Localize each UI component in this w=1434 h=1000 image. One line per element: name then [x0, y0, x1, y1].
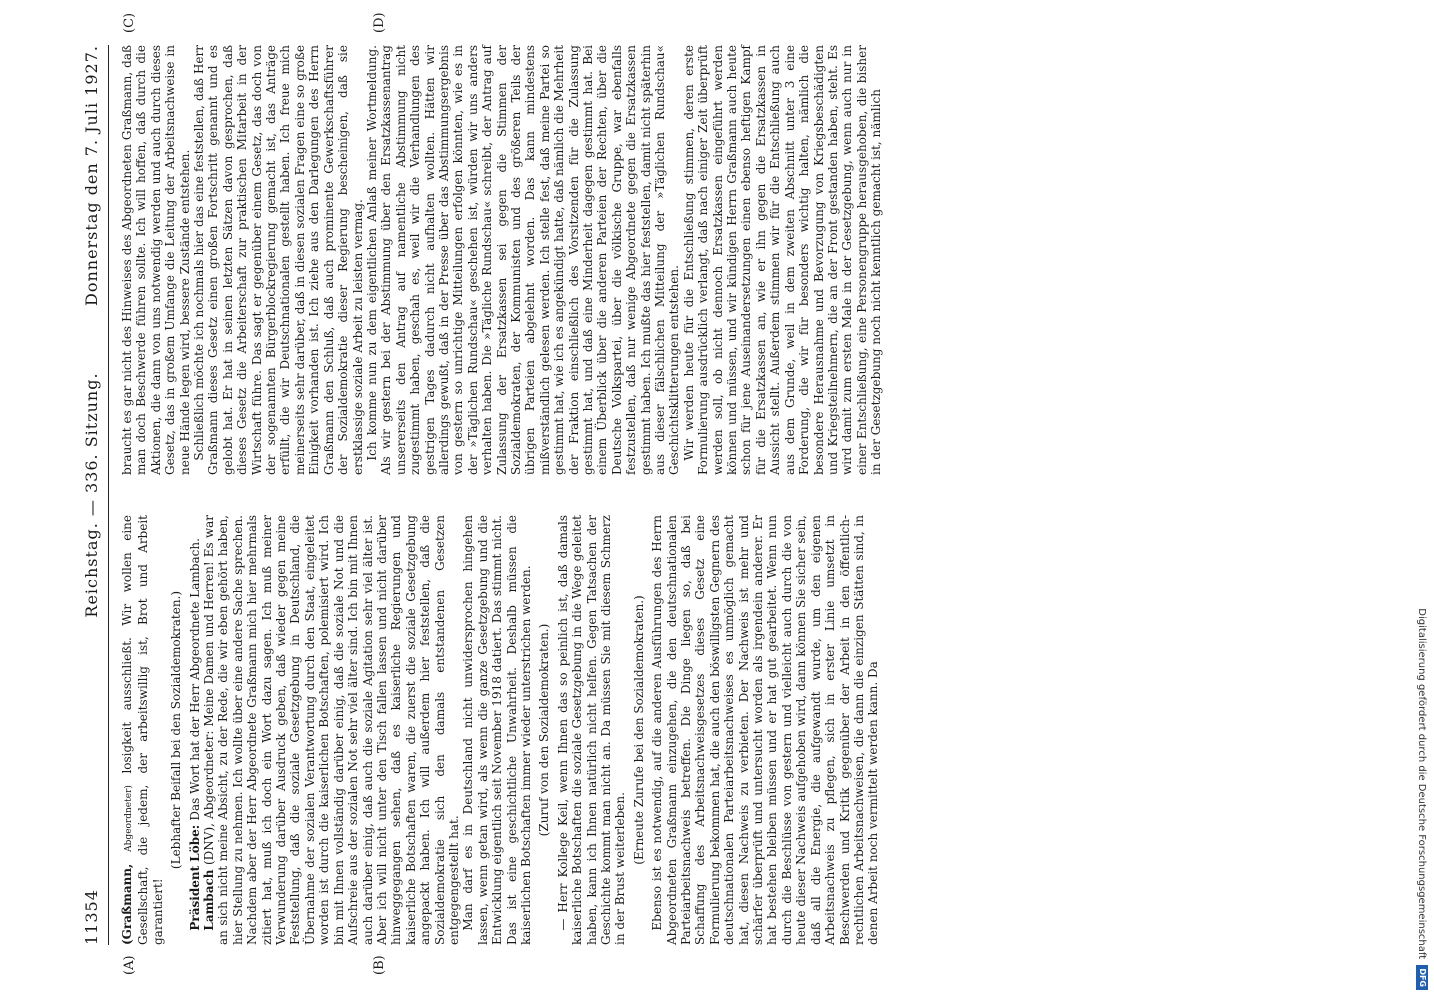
page-date: Donnerstag den 7. Juli 1927. [82, 45, 101, 306]
paragraph [169, 515, 183, 945]
paragraph [556, 515, 628, 945]
paragraph [192, 45, 365, 475]
paragraph [120, 45, 192, 475]
margin-marker-d: (D) [372, 12, 387, 33]
paragraph-text: Ebenso ist es notwendig, auf die anderen Ausführungen des Herrn Abgeordneten Graßmann einzugehen, die den deutschnationalen Parteiarbeitsnachweis betreffen. Die Dinge liegen so, daß bei Schaffung des Arbeitsnachweisgesetzes dieses Gesetz eine Formulierung bekommen hat, die auch den böswilligsten Gegnern des deutschnationalen Parteiarbeitsnachweises es unmöglich gemacht hat, diesen Nachweis zu verbieten. Der Nachweis ist mehr und schärfer überprüft und untersucht worden als irgendein anderer. Er hat bestehen bleiben müssen und er hat gut gearbeitet. Wenn nun durch die Beschlüsse von gestern und vielleicht auch durch die von heute dieser Nachweis aufgehoben wird, dann können Sie sicher sein, daß all die Energie, die aufgewandt wurde, um den eigenen Arbeitsnachweis zu pflegen, sich in erster Linie umsetzt in Beschwerden und Kritik gegenüber der Arbeit in den öffentlich-rechtlichen Arbeitsnachweisen, die dann die einzigen Stätten sind, in denen Arbeit noch vermittelt werden kann. Da [650, 515, 881, 945]
speaker-name: Präsident Löbe: [187, 820, 202, 931]
paragraph-text: (DNV), Abgeordneter: Meine Damen und Herren! Es war an sich nicht meine Absicht, zu der Rede, die wir eben gehört haben, hier Stellung zu nehmen. Ich wollte über eine andere Sache sprechen. Nachdem aber der Herr Abgeordnete Graßmann mich hier mehrmals zitiert hat, muß ich doch ein Wort dazu sagen. Ich muß meiner Verwunderung darüber Ausdruck geben, daß wieder gegen meine Feststellung, daß die soziale Gesetzgebung in Deutschland, die Übernahme der sozialen Verantwortung durch den Staat, eingeleitet worden ist durch die kaiserlichen Botschaften, polemisiert wird. Ich bin mit Ihnen vollständig darüber einig, daß die soziale Not und die Aufschreie aus der sozialen Not sehr viel älter sind. Ich bin mit Ihnen auch darüber einig, daß auch die soziale Agitation sehr viel älter ist. Aber ich will nicht unter den Tisch fallen lassen und nicht darüber hinweggegangen sehen, daß es kaiserliche Regierungen und kaiserliche Botschaften waren, die zuerst die soziale Gesetzgebung angepackt haben. Ich will außerdem hier feststellen, daß die Sozialdemokratie sich den damals entstandenen Gesetzen entgegengestellt hat. [202, 515, 461, 945]
stage-direction: (Zuruf von den Sozialdemokraten.) [537, 623, 552, 837]
paragraph [632, 515, 646, 945]
margin-marker-b: (B) [372, 955, 387, 975]
paragraph-text: Man darf es in Deutschland nicht unwidersprochen hingehen lassen, wenn getan wird, als wenn die ganze Gesetzgebung und die Entwicklung eigentlich seit November 1918 datiert. Das stimmt nicht. Das ist eine geschichtliche Unwahrheit. Deshalb müssen die kaiserlichen Botschaften immer wieder unterstrichen werden. [461, 515, 533, 945]
paragraph [537, 515, 551, 945]
page-title: Reichstag. — 336. Sitzung. [82, 372, 101, 618]
paragraph-text: Das Wort hat der Herr Abgeordnete Lambach. [187, 538, 202, 821]
paragraph [120, 515, 165, 945]
paragraph-text: — Herr Kollege Keil, wenn Ihnen das so peinlich ist, daß damals kaiserliche Botschaften die soziale Gesetzgebung in die Wege geleitet haben, kann ich Ihnen natürlich nicht helfen. Gegen Tatsachen der Geschichte kommt man nicht an. Da müssen Sie mit diesem Schmerz in der Brust weiterleben. [555, 515, 628, 945]
paragraph [365, 45, 682, 475]
margin-marker-a: (A) [122, 955, 137, 975]
paragraph [202, 515, 461, 945]
stage-direction: (Erneute Zurufe bei den Sozialdemokraten.) [631, 595, 646, 865]
margin-marker-c: (C) [122, 12, 137, 33]
paragraph [188, 515, 202, 945]
rotated-page [72, 12, 1412, 975]
dfg-logo: DFG [1416, 965, 1428, 990]
right-text-column [120, 45, 884, 475]
speaker-name: (Graßmann, [120, 851, 134, 945]
paragraph [650, 515, 881, 945]
stage-direction: (Lebhafter Beifall bei den Sozialdemokraten.) [169, 590, 184, 870]
page-number: 11354 [82, 889, 101, 945]
paragraph [461, 515, 533, 945]
speaker-name: Lambach [202, 865, 217, 931]
left-text-column [120, 515, 881, 945]
digitization-credit [1414, 10, 1428, 990]
speaker-note: Abgeordneter) [124, 785, 134, 852]
paragraph-text: Ich komme nun zu dem eigentlichen Anlaß meiner Wortmeldung. Als wir gestern bei der Abstimmung über den Ersatzkassenantrag unsererseits den Antrag auf namentliche Abstimmung nicht zugestimmt haben, geschah es, weil wir die Verhandlungen des gestrigen Tages dadurch nicht aufhalten wollten. Hätten wir allerdings gewußt, daß in der Presse über das Abstimmungsergebnis von gestern so unrichtige Mitteilungen erfolgen könnten, wie es in der »Täglichen Rundschau« geschehen ist, würden wir uns anders verhalten haben. Die »Tägliche Rundschau« schreibt, der Antrag auf Zulassung der Ersatzkassen sei gegen die Stimmen der Sozialdemokraten, der Kommunisten und des größeren Teils der übrigen Parteien abgelehnt worden. Das kann mindestens mißverständlich gelesen werden. Ich stelle fest, daß meine Partei so gestimmt hat, wie ich es angekündigt hatte, daß nämlich die Mehrheit der Fraktion einschließlich des Vorsitzenden für die Zulassung gestimmt hat, und daß eine Minderheit dagegen gestimmt hat. Bei einem Überblick über die anderen Parteien der Rechten, über die Deutsche Volkspartei, über die völkische Gruppe, war ebenfalls festzustellen, daß nur wenige Abgeordnete gegen die Ersatzkassen gestimmt haben. Ich mußte das hier feststellen, damit nicht späterhin aus dieser fälschlichen Mitteilung der »Täglichen Rundschau« Geschichtsklitterungen entstehen. [364, 45, 682, 475]
header-rule [108, 45, 109, 945]
paragraph [682, 45, 884, 475]
credit-text: Digitalisierung gefördert durch die Deutsche Forschungsgemeinschaft [1416, 608, 1427, 960]
paragraph-text: Schließlich möchte ich nochmals hier das eine feststellen, daß Herr Graßmann dieses Gesetz einen großen Fortschritt genannt und es gelobt hat. Er hat in seinen letzten Sätzen davon gesprochen, daß dieses Gesetz die Arbeiterschaft zur praktischen Mitarbeit in der Wirtschaft führe. Das sagt er gegenüber einem Gesetz, das doch von der sogenannten Bürgerblockregierung gemacht ist, das Anträge erfüllt, die wir Deutschnationalen gestellt haben. Ich freue mich meinerseits sehr darüber, daß in diesen sozialen Fragen eine so große Einigkeit vorhanden ist. Ich ziehe aus den Darlegungen des Herrn Graßmann den Schluß, daß auch prominente Gewerkschaftsführer der Sozialdemokratie dieser Regierung bescheinigen, daß sie erstklassige soziale Arbeit zu leisten vermag. [192, 45, 365, 475]
paragraph-text: losigkeit ausschließt. Wir wollen eine Gesellschaft, die jedem, der arbeitswillig ist, Brot und Arbeit garantiert! [120, 515, 165, 945]
paragraph-text: braucht es gar nicht des Hinweises des Abgeordneten Graßmann, daß man doch Beschwerde führen sollte. Ich will hoffen, daß durch die Aktionen, die dann von uns notwendig werden und auch durch dieses Gesetz, das in großem Umfange die Leitung der Arbeitsnachweise in neue Hände legen wird, bessere Zustände entstehen. [120, 45, 192, 475]
paragraph-text: Wir werden heute für die Entschließung stimmen, deren erste Formulierung ausdrücklich verlangt, daß nach einiger Zeit überprüft werden soll, ob nicht dennoch Ersatzkassen eingeführt werden können und müssen, und wir kündigen Herrn Graßmann auch heute schon für jene Auseinandersetzungen einen ebenso heftigen Kampf für die Ersatzkassen an, wie er ihn gegen die Ersatzkassen in Aussicht stellt. Außerdem stimmen wir für die Entschließung auch aus dem Grunde, weil in dem zweiten Abschnitt unter 3 eine Forderung, die wir für besonders wichtig halten, nämlich die besondere Herausnahme und Bevorzugung von Kriegsbeschädigten und Kriegsteilnehmern, die an der Front gestanden haben, steht. Es wird damit zum ersten Male in der Gesetzgebung, wenn auch nur in einer Entschließung, eine Personengruppe herausgehoben, die bisher in der Gesetzgebung noch nicht kenntlich gemacht ist, nämlich [681, 45, 884, 475]
